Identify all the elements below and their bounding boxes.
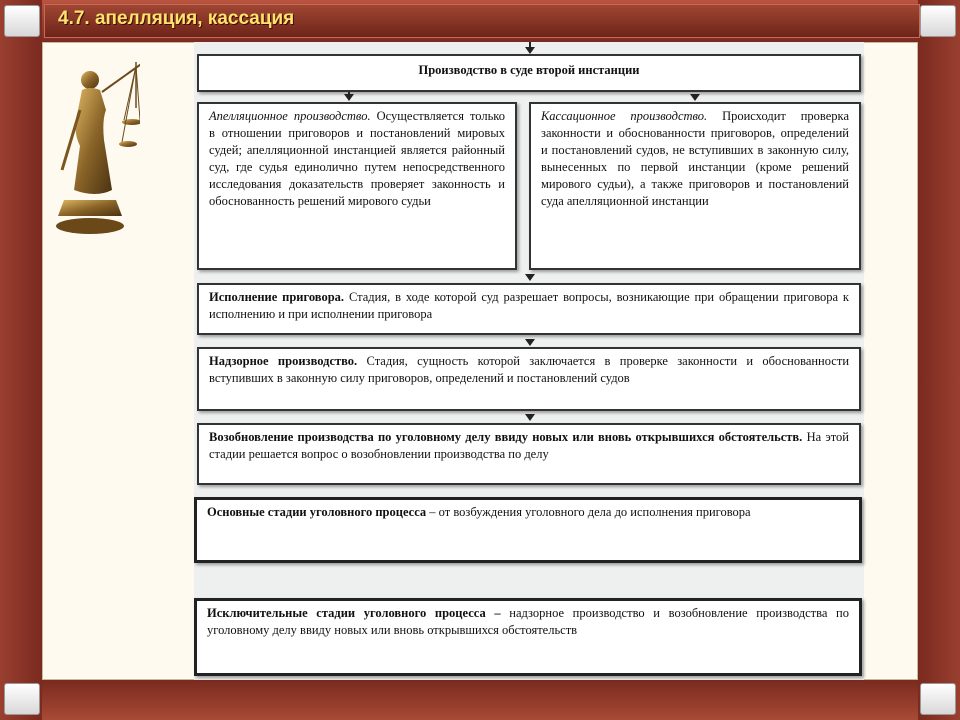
corner-top-left: [4, 5, 40, 37]
cassation-heading: Кассационное производство.: [541, 109, 708, 123]
execution-text: Стадия, в ходе которой суд разрешает вопросы, возникающие при обращении приговора к исполнению и при исполнении приговора: [209, 290, 850, 321]
frame-left: [0, 0, 42, 720]
corner-bottom-left: [4, 683, 40, 715]
renewal-box: [197, 423, 861, 485]
themis-statue-icon: [52, 50, 140, 240]
frame-bottom: [0, 680, 960, 720]
appeal-heading: Апелляционное производство.: [209, 109, 371, 123]
exceptional-stages-text: надзорное производство и возобновление производства по уголовному делу ввиду новых или вновь открывшихся обстоятельств: [207, 606, 849, 637]
arrow-down-icon: [690, 94, 700, 101]
corner-top-right: [920, 5, 956, 37]
arrow-down-icon: [525, 414, 535, 421]
appeal-text: Осуществляется только в отношении приговоров и постановлений мировых судей; апелляционной инстанцией является районный суд, где судья единолично путем непосредственного исследования доказательств проверяет законность и обоснованность решений мирового судьи: [209, 109, 505, 208]
renewal-heading: Возобновление производства по уголовному делу ввиду новых или вновь открывшихся обстоятельств.: [209, 430, 803, 444]
supervision-heading: Надзорное производство.: [209, 354, 358, 368]
corner-bottom-right: [920, 683, 956, 715]
main-stages-box: [194, 497, 862, 563]
renewal-text: На этой стадии решается вопрос о возобновлении производства по делу: [209, 430, 849, 461]
appeal-box: [197, 102, 517, 270]
supervision-box: [197, 347, 861, 411]
execution-heading: Исполнение приговора.: [209, 290, 345, 304]
exceptional-stages-heading: Исключительные стадии уголовного процесса –: [207, 606, 501, 620]
cassation-text: Происходит проверка законности и обоснованности приговоров, определений и постановлений судов, не вступивших в законную силу, вынесенных по первой инстанции (кроме решений мирового судьи), а также приговоров и постановлений суда апелляционной инстанции: [541, 109, 849, 208]
main-stages-text: – от возбуждения уголовного дела до исполнения приговора: [429, 505, 751, 519]
arrow-down-icon: [525, 47, 535, 54]
frame-right: [918, 0, 960, 720]
exceptional-stages-box: [194, 598, 862, 676]
arrow-down-icon: [525, 339, 535, 346]
arrow-down-icon: [525, 274, 535, 281]
supervision-text: Стадия, сущность которой заключается в проверке законности и обоснованности вступивших в законную силу приговоров, определений и постановлений судов: [209, 354, 850, 385]
slide-title: 4.7. апелляция, кассация: [58, 8, 295, 29]
main-stages-heading: Основные стадии уголовного процесса: [207, 505, 427, 519]
arrow-down-icon: [344, 94, 354, 101]
cassation-box: [529, 102, 861, 270]
second-instance-box: Производство в суде второй инстанции: [197, 54, 861, 92]
execution-box: [197, 283, 861, 335]
